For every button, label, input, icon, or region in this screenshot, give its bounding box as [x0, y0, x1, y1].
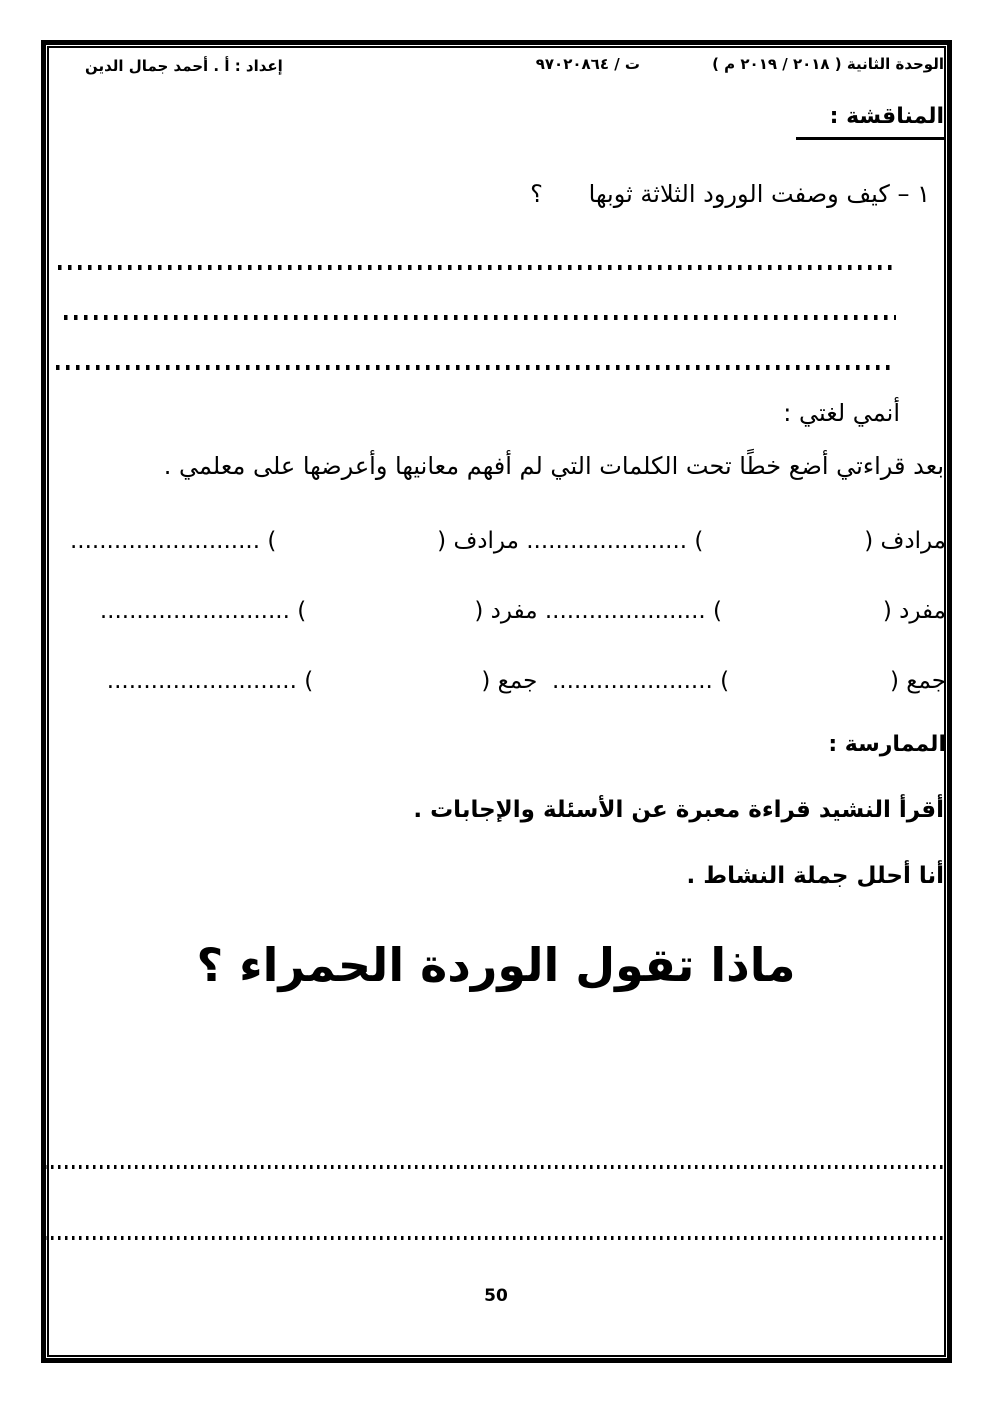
answer-dotted-line: [56, 365, 892, 370]
discussion-heading: المناقشة :: [796, 102, 946, 140]
header-prepared-by-label: إعداد : أ . أحمد جمال الدين: [85, 57, 283, 75]
answer-dotted-line: [64, 315, 896, 320]
practice-heading: الممارسة :: [828, 732, 946, 757]
practice-analyze-line: أنا أحلل جملة النشاط .: [686, 863, 944, 889]
vocab-row-plural: جمع ( ) ...................... جمع ( ) ..........................: [106, 668, 946, 694]
header-phone-label: ت / ٩٧٠٢٠٨٦٤: [535, 55, 640, 73]
header-unit-label: الوحدة الثانية ( ٢٠١٨ / ٢٠١٩ م ): [712, 55, 944, 73]
activity-title: ماذا تقول الوردة الحمراء ؟: [196, 938, 796, 992]
page-border-inner: [47, 46, 946, 1357]
vocab-row-singular: مفرد ( ) ...................... مفرد ( ) ..........................: [99, 598, 946, 624]
vocab-row-synonym: مرادف ( ) ...................... مرادف ( ) ..........................: [69, 528, 946, 554]
answer-dotted-line: [44, 1165, 947, 1169]
page-number: 50: [484, 1286, 508, 1306]
answer-dotted-line: [44, 1236, 947, 1240]
vocab-instruction: بعد قراءتي أضع خطًا تحت الكلمات التي لم أفهم معانيها وأعرضها على معلمي .: [163, 452, 944, 480]
practice-read-line: أقرأ النشيد قراءة معبرة عن الأسئلة والإجابات .: [413, 797, 944, 823]
answer-dotted-line: [58, 265, 894, 270]
vocab-heading: أنمي لغتي :: [783, 399, 900, 427]
discussion-question: ١ – كيف وصفت الورود الثلاثة ثوبها ؟: [530, 180, 930, 208]
